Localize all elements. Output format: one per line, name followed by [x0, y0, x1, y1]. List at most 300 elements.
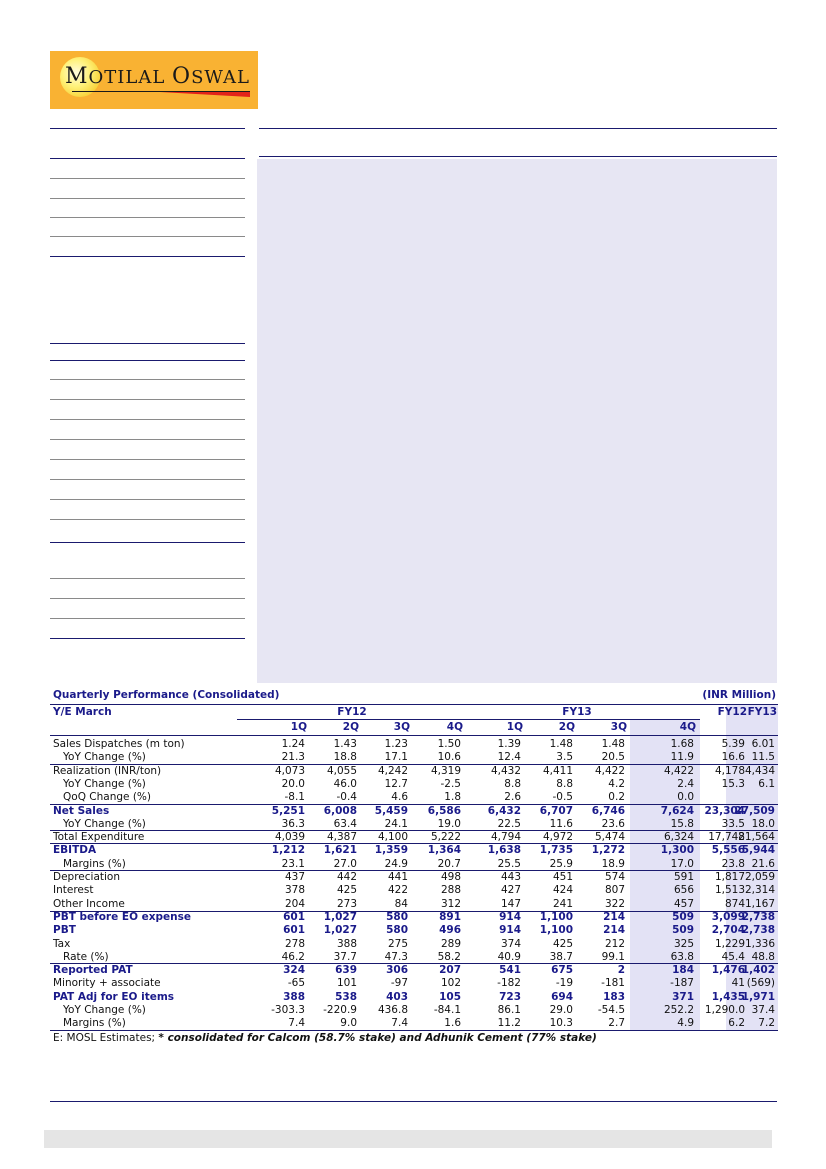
cell-value: 6,008 [323, 804, 357, 817]
cell-value: 2.6 [504, 791, 521, 804]
row-label: YoY Change (%) [63, 777, 146, 790]
cell-value: 27,509 [734, 804, 775, 817]
sidebar-rule [50, 419, 245, 420]
cell-value: 183 [603, 990, 625, 1003]
cell-value: 1.48 [601, 738, 625, 750]
cell-value: 1,735 [539, 844, 573, 857]
cell-value: 427 [500, 884, 521, 897]
group-rule-fy13 [457, 719, 700, 720]
cell-value: 6.1 [758, 777, 775, 790]
cell-value: 1.43 [333, 738, 357, 750]
sidebar-rule [50, 578, 245, 579]
cell-value: 425 [336, 884, 357, 897]
cell-value: 37.4 [751, 1004, 775, 1016]
cell-value: 324 [283, 964, 305, 977]
cell-value: 6.2 [728, 1017, 745, 1030]
row-label: PBT before EO expense [53, 910, 192, 923]
cell-value: 19.0 [437, 817, 461, 830]
cell-value: 4,100 [377, 831, 408, 844]
header-rule [259, 128, 777, 129]
group-header-fy13: FY13 [562, 706, 592, 718]
table-row [50, 857, 778, 871]
cell-value: 6,707 [539, 804, 573, 817]
sidebar-rule [50, 519, 245, 520]
cell-value: 1.24 [281, 738, 305, 750]
row-label: Minority + associate [53, 977, 161, 990]
row-label: Margins (%) [63, 857, 126, 870]
cell-value: 37.7 [333, 950, 357, 963]
table-row [50, 750, 778, 764]
cell-value: 580 [386, 910, 408, 923]
cell-value: 1,971 [741, 990, 775, 1003]
cell-value: 4,422 [663, 764, 694, 777]
cell-value: 289 [440, 937, 461, 950]
cell-value: 675 [551, 964, 573, 977]
cell-value: 33.5 [721, 817, 745, 830]
cell-value: -19 [555, 977, 573, 990]
cell-value: 278 [284, 937, 305, 950]
cell-value: 306 [386, 964, 408, 977]
quarterly-performance-table [50, 689, 778, 1079]
sidebar-rule [50, 158, 245, 159]
cell-value: 63.8 [670, 950, 694, 963]
cell-value: 1.68 [670, 738, 694, 750]
cell-value: 6,324 [663, 831, 694, 844]
cell-value: 25.9 [549, 857, 573, 870]
cell-value: 4,794 [490, 831, 521, 844]
row-label: Net Sales [53, 804, 110, 817]
row-label: Margins (%) [63, 1017, 126, 1030]
cell-value: 212 [604, 937, 625, 950]
column-header-4q: 4Q [446, 721, 463, 733]
cell-value: 2,314 [744, 884, 775, 897]
sidebar-rule [50, 360, 245, 361]
cell-value: -0.5 [552, 791, 573, 804]
cell-value: 1,272 [591, 844, 625, 857]
cell-value: 45.4 [721, 950, 745, 963]
cell-value: 591 [673, 871, 694, 883]
cell-value: 4,319 [430, 764, 461, 777]
cell-value: 21.6 [751, 857, 775, 870]
sidebar-rule [50, 499, 245, 500]
cell-value: 46.2 [281, 950, 305, 963]
cell-value: 21,564 [738, 831, 775, 844]
cell-value: 11.5 [751, 751, 775, 764]
footnote-estimates: E: MOSL Estimates; [53, 1031, 159, 1044]
cell-value: 12.7 [384, 777, 408, 790]
cell-value: 1,513 [714, 884, 745, 897]
motilal-oswal-logo [50, 51, 258, 109]
logo-wordmark: MOTILAL OSWAL [65, 64, 250, 89]
cell-value: 2.7 [608, 1017, 625, 1030]
cell-value: 17,748 [708, 831, 745, 844]
cell-value: 207 [439, 964, 461, 977]
row-label: Tax [53, 937, 71, 950]
cell-value: 36.3 [281, 817, 305, 830]
cell-value: 1.48 [549, 738, 573, 750]
annual-header-fy12: FY12 [717, 706, 747, 718]
cell-value: 388 [283, 990, 305, 1003]
cell-value: 15.3 [721, 777, 745, 790]
cell-value: 5.39 [721, 738, 745, 750]
cell-value: 5,251 [271, 804, 305, 817]
cell-value: 27.0 [333, 857, 357, 870]
cell-value: 7,624 [660, 804, 694, 817]
cell-value: 7.4 [391, 1017, 408, 1030]
row-label: QoQ Change (%) [63, 791, 151, 804]
cell-value: 275 [387, 937, 408, 950]
sidebar-rule [50, 217, 245, 218]
cell-value: 29.0 [549, 1004, 573, 1016]
cell-value: 241 [552, 897, 573, 910]
cell-value: 4,387 [326, 831, 357, 844]
cell-value: 86.1 [497, 1004, 521, 1016]
table-row [50, 950, 778, 964]
table-row [50, 804, 778, 818]
cell-value: 1,100 [539, 924, 573, 937]
cell-value: 204 [284, 897, 305, 910]
cell-value: 22.5 [497, 817, 521, 830]
cell-value: 8.8 [556, 777, 573, 790]
cell-value: 574 [604, 871, 625, 883]
cell-value: 5,474 [594, 831, 625, 844]
cell-value: (569) [746, 977, 775, 990]
table-row [50, 910, 778, 924]
cell-value: 425 [552, 937, 573, 950]
cell-value: 4.9 [677, 1017, 694, 1030]
cell-value: 4.6 [391, 791, 408, 804]
cell-value: 10.3 [549, 1017, 573, 1030]
cell-value: 580 [386, 924, 408, 937]
cell-value: 9.0 [340, 1017, 357, 1030]
cell-value: -2.5 [440, 777, 461, 790]
cell-value: 41 [731, 977, 745, 990]
cell-value: 58.2 [437, 950, 461, 963]
cell-value: 322 [604, 897, 625, 910]
header-rule [259, 156, 777, 157]
cell-value: 38.7 [549, 950, 573, 963]
cell-value: 24.1 [384, 817, 408, 830]
cell-value: 3.5 [556, 751, 573, 764]
cell-value: 1,476 [711, 964, 745, 977]
header-bottom-rule [50, 735, 778, 736]
row-label: Depreciation [53, 871, 120, 883]
column-header-4q: 4Q [679, 721, 696, 733]
cell-value: 4,432 [490, 764, 521, 777]
cell-value: 874 [724, 897, 745, 910]
cell-value: 1.50 [437, 738, 461, 750]
cell-value: 1,621 [323, 844, 357, 857]
cell-value: 1.39 [497, 738, 521, 750]
cell-value: 63.4 [333, 817, 357, 830]
column-header-3q: 3Q [393, 721, 410, 733]
cell-value: 437 [284, 871, 305, 883]
cell-value: 214 [603, 910, 625, 923]
cell-value: 21.3 [281, 751, 305, 764]
sidebar-rule [50, 618, 245, 619]
cell-value: 422 [387, 884, 408, 897]
cell-value: 25.5 [497, 857, 521, 870]
cell-value: 1,300 [660, 844, 694, 857]
table-row [50, 764, 778, 778]
cell-value: 184 [672, 964, 694, 977]
cell-value: -8.1 [284, 791, 305, 804]
cell-value: 441 [387, 871, 408, 883]
cell-value: 15.8 [670, 817, 694, 830]
footer-rule [50, 1101, 777, 1102]
row-label: Total Expenditure [53, 831, 145, 844]
cell-value: 102 [440, 977, 461, 990]
cell-value: 457 [673, 897, 694, 910]
cell-value: 4,422 [594, 764, 625, 777]
group-rule-fy12 [237, 719, 467, 720]
cell-value: 374 [500, 937, 521, 950]
cell-value: -54.5 [597, 1004, 625, 1016]
cell-value: 403 [386, 990, 408, 1003]
cell-value: 17.0 [670, 857, 694, 870]
cell-value: 20.0 [281, 777, 305, 790]
table-row [50, 923, 778, 937]
cell-value: 914 [499, 910, 521, 923]
cell-value: 6,432 [487, 804, 521, 817]
cell-value: 2,738 [741, 924, 775, 937]
table-row [50, 897, 778, 911]
cell-value: 4,972 [542, 831, 573, 844]
cell-value: 5,459 [374, 804, 408, 817]
row-header-label: Y/E March [53, 706, 112, 718]
cell-value: 10.6 [437, 751, 461, 764]
cell-value: -182 [497, 977, 521, 990]
sidebar-rule [50, 256, 245, 257]
cell-value: 601 [283, 910, 305, 923]
cell-value: 451 [552, 871, 573, 883]
cell-value: 8.8 [504, 777, 521, 790]
cell-value: 47.3 [384, 950, 408, 963]
cell-value: 656 [673, 884, 694, 897]
sidebar-rule [50, 343, 245, 344]
cell-value: 46.0 [333, 777, 357, 790]
row-label: Interest [53, 884, 94, 897]
row-label: Rate (%) [63, 950, 109, 963]
cell-value: 18.0 [751, 817, 775, 830]
cell-value: 1.8 [444, 791, 461, 804]
cell-value: 424 [552, 884, 573, 897]
row-label: Other Income [53, 897, 125, 910]
cell-value: 101 [336, 977, 357, 990]
table-row [50, 937, 778, 951]
cell-value: 17.1 [384, 751, 408, 764]
cell-value: 1.6 [444, 1017, 461, 1030]
column-header-2q: 2Q [558, 721, 575, 733]
footnote-consolidation: * consolidated for Calcom (58.7% stake) and Adhunik Cement (77% stake) [158, 1031, 597, 1044]
row-label: YoY Change (%) [63, 1004, 146, 1016]
table-row [50, 883, 778, 897]
row-label: PBT [53, 924, 76, 937]
cell-value: -0.4 [336, 791, 357, 804]
cell-value: 6,586 [427, 804, 461, 817]
cell-value: 1,229 [714, 937, 745, 950]
column-header-2q: 2Q [342, 721, 359, 733]
cell-value: 1,402 [741, 964, 775, 977]
logo-swoosh-icon [160, 92, 250, 97]
cell-value: 252.2 [663, 1004, 694, 1016]
cell-value: 11.2 [497, 1017, 521, 1030]
summary-panel [257, 159, 777, 683]
cell-value: 509 [672, 924, 694, 937]
cell-value: 1,638 [487, 844, 521, 857]
cell-value: 18.8 [333, 751, 357, 764]
cell-value: 4,434 [744, 764, 775, 777]
table-row [50, 790, 778, 804]
cell-value: -303.3 [271, 1004, 305, 1016]
cell-value: 1.23 [384, 738, 408, 750]
cell-value: 1,027 [323, 910, 357, 923]
cell-value: 20.5 [601, 751, 625, 764]
cell-value: 24.9 [384, 857, 408, 870]
row-label: PAT Adj for EO items [53, 990, 175, 1003]
sidebar-rule [50, 638, 245, 639]
table-unit: (INR Million) [702, 689, 776, 701]
cell-value: 325 [673, 937, 694, 950]
cell-value: -187 [670, 977, 694, 990]
cell-value: 1,359 [374, 844, 408, 857]
cell-value: 6,746 [591, 804, 625, 817]
sidebar-rule [50, 439, 245, 440]
sidebar-rule [50, 459, 245, 460]
sidebar-rule [50, 479, 245, 480]
cell-value: 0.0 [677, 791, 694, 804]
cell-value: -97 [390, 977, 408, 990]
cell-value: 23.8 [721, 857, 745, 870]
table-row [50, 1003, 778, 1017]
row-label: YoY Change (%) [63, 817, 146, 830]
cell-value: 147 [500, 897, 521, 910]
cell-value: 99.1 [601, 950, 625, 963]
cell-value: 288 [440, 884, 461, 897]
cell-value: 2,059 [744, 871, 775, 883]
cell-value: 442 [336, 871, 357, 883]
cell-value: 4,178 [714, 764, 745, 777]
cell-value: 6.01 [751, 738, 775, 750]
cell-value: 538 [335, 990, 357, 1003]
cell-value: 5,556 [711, 844, 745, 857]
cell-value: 23.6 [601, 817, 625, 830]
cell-value: 84 [394, 897, 408, 910]
cell-value: -84.1 [433, 1004, 461, 1016]
table-footnote [53, 1032, 597, 1044]
cell-value: 23,304 [704, 804, 745, 817]
cell-value: 20.7 [437, 857, 461, 870]
group-header-fy12: FY12 [337, 706, 367, 718]
cell-value: 496 [439, 924, 461, 937]
sidebar-rule [50, 128, 245, 129]
cell-value: 16.6 [721, 751, 745, 764]
table-row [50, 830, 778, 844]
cell-value: 509 [672, 910, 694, 923]
sidebar-rule [50, 236, 245, 237]
table-row [50, 737, 778, 751]
cell-value: 498 [440, 871, 461, 883]
cell-value: 601 [283, 924, 305, 937]
cell-value: 388 [336, 937, 357, 950]
cell-value: 3,099 [711, 910, 745, 923]
cell-value: 694 [551, 990, 573, 1003]
cell-value: 4,242 [377, 764, 408, 777]
cell-value: 1,290.0 [704, 1004, 745, 1016]
cell-value: -220.9 [323, 1004, 357, 1016]
cell-value: 1,336 [744, 937, 775, 950]
cell-value: 891 [439, 910, 461, 923]
cell-value: 2,738 [741, 910, 775, 923]
cell-value: 1,817 [714, 871, 745, 883]
cell-value: 723 [499, 990, 521, 1003]
cell-value: 2.4 [677, 777, 694, 790]
cell-value: 1,435 [711, 990, 745, 1003]
row-label: EBITDA [53, 844, 97, 857]
cell-value: 436.8 [377, 1004, 408, 1016]
cell-value: 5,222 [430, 831, 461, 844]
table-row [50, 843, 778, 857]
cell-value: 23.1 [281, 857, 305, 870]
cell-value: 12.4 [497, 751, 521, 764]
cell-value: 371 [672, 990, 694, 1003]
cell-value: 2 [617, 964, 625, 977]
cell-value: -181 [601, 977, 625, 990]
cell-value: 4,073 [274, 764, 305, 777]
cell-value: 541 [499, 964, 521, 977]
cell-value: 639 [335, 964, 357, 977]
sidebar-rule [50, 198, 245, 199]
sidebar-rule [50, 178, 245, 179]
cell-value: 11.6 [549, 817, 573, 830]
table-row [50, 817, 778, 831]
footer-bar [44, 1130, 772, 1148]
annual-header-fy13: FY13 [747, 706, 777, 718]
row-label: Sales Dispatches (m ton) [53, 738, 185, 750]
cell-value: 807 [604, 884, 625, 897]
cell-value: 4,055 [326, 764, 357, 777]
cell-value: 1,212 [271, 844, 305, 857]
sidebar-rule [50, 598, 245, 599]
cell-value: 4,039 [274, 831, 305, 844]
sidebar-rule [50, 379, 245, 380]
table-row [50, 963, 778, 977]
table-row [50, 990, 778, 1004]
cell-value: 378 [284, 884, 305, 897]
table-row [50, 777, 778, 791]
cell-value: 11.9 [670, 751, 694, 764]
table-row [50, 870, 778, 884]
cell-value: 1,100 [539, 910, 573, 923]
sidebar-rule [50, 542, 245, 543]
cell-value: 1,364 [427, 844, 461, 857]
column-header-1q: 1Q [506, 721, 523, 733]
cell-value: 4.2 [608, 777, 625, 790]
row-label: Realization (INR/ton) [53, 764, 162, 777]
table-top-rule [50, 704, 778, 705]
table-title: Quarterly Performance (Consolidated) [53, 689, 280, 701]
cell-value: 273 [336, 897, 357, 910]
row-label: YoY Change (%) [63, 751, 146, 764]
cell-value: 443 [500, 871, 521, 883]
cell-value: 7.4 [288, 1017, 305, 1030]
cell-value: 105 [439, 990, 461, 1003]
cell-value: 312 [440, 897, 461, 910]
table-row [50, 976, 778, 990]
cell-value: 214 [603, 924, 625, 937]
column-header-1q: 1Q [290, 721, 307, 733]
cell-value: 7.2 [758, 1017, 775, 1030]
